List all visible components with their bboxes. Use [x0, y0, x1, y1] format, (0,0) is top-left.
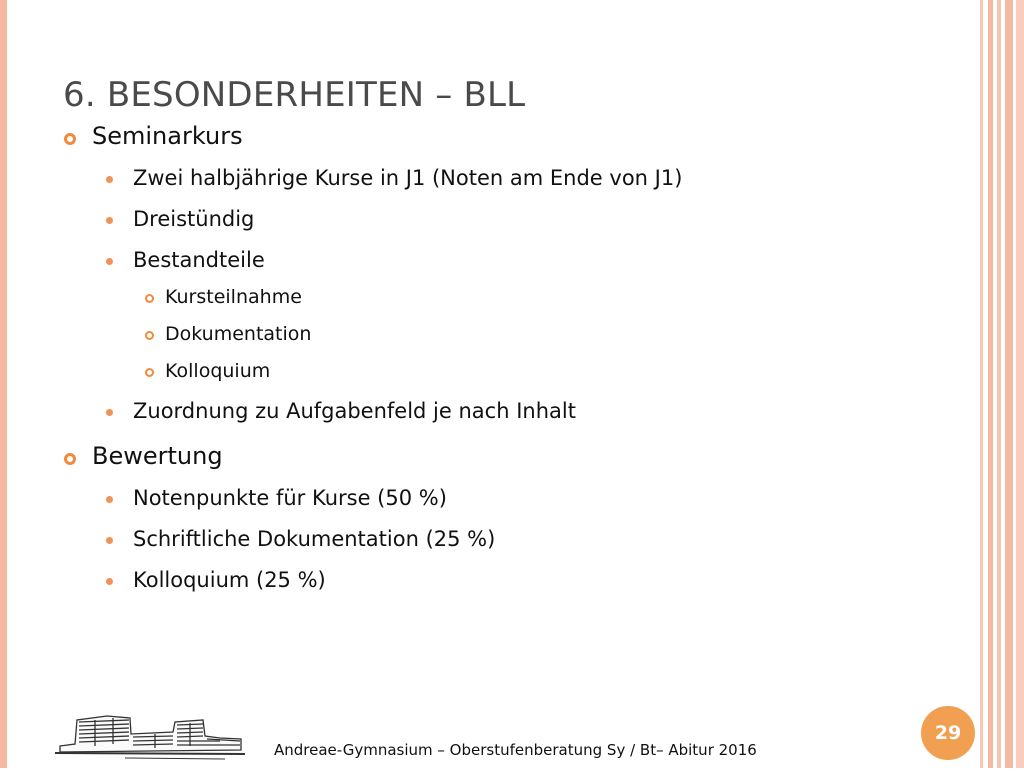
- footer-text: Andreae-Gymnasium – Oberstufenberatung Sy / Bt– Abitur 2016: [274, 741, 757, 759]
- level2-bullet-icon: [106, 409, 113, 416]
- list-item: Zuordnung zu Aufgabenfeld je nach Inhalt: [133, 399, 576, 423]
- left-border-stripe: [0, 0, 7, 768]
- school-building-logo: [55, 706, 245, 766]
- list-item: Zwei halbjährige Kurse in J1 (Noten am Ende von J1): [133, 166, 683, 190]
- list-item: Kolloquium (25 %): [133, 568, 326, 592]
- section-heading: Seminarkurs: [92, 122, 243, 150]
- level3-bullet-icon: [145, 294, 154, 303]
- right-border-stripes: [980, 0, 1024, 768]
- sub-list-item: Dokumentation: [165, 323, 312, 345]
- sub-list-item: Kolloquium: [165, 360, 271, 382]
- list-item: Notenpunkte für Kurse (50 %): [133, 486, 447, 510]
- level1-bullet-icon: [64, 133, 76, 145]
- level2-bullet-icon: [106, 217, 113, 224]
- list-item: Schriftliche Dokumentation (25 %): [133, 527, 496, 551]
- level2-bullet-icon: [106, 258, 113, 265]
- level2-bullet-icon: [106, 176, 113, 183]
- page-number-badge: 29: [921, 706, 975, 760]
- level3-bullet-icon: [145, 331, 154, 340]
- slide-title: 6. BESONDERHEITEN – BLL: [63, 74, 526, 115]
- level2-bullet-icon: [106, 578, 113, 585]
- list-item: Bestandteile: [133, 248, 265, 272]
- level2-bullet-icon: [106, 537, 113, 544]
- list-item: Dreistündig: [133, 207, 255, 231]
- level3-bullet-icon: [145, 368, 154, 377]
- section-heading: Bewertung: [92, 442, 223, 470]
- level2-bullet-icon: [106, 496, 113, 503]
- level1-bullet-icon: [64, 453, 76, 465]
- sub-list-item: Kursteilnahme: [165, 286, 302, 308]
